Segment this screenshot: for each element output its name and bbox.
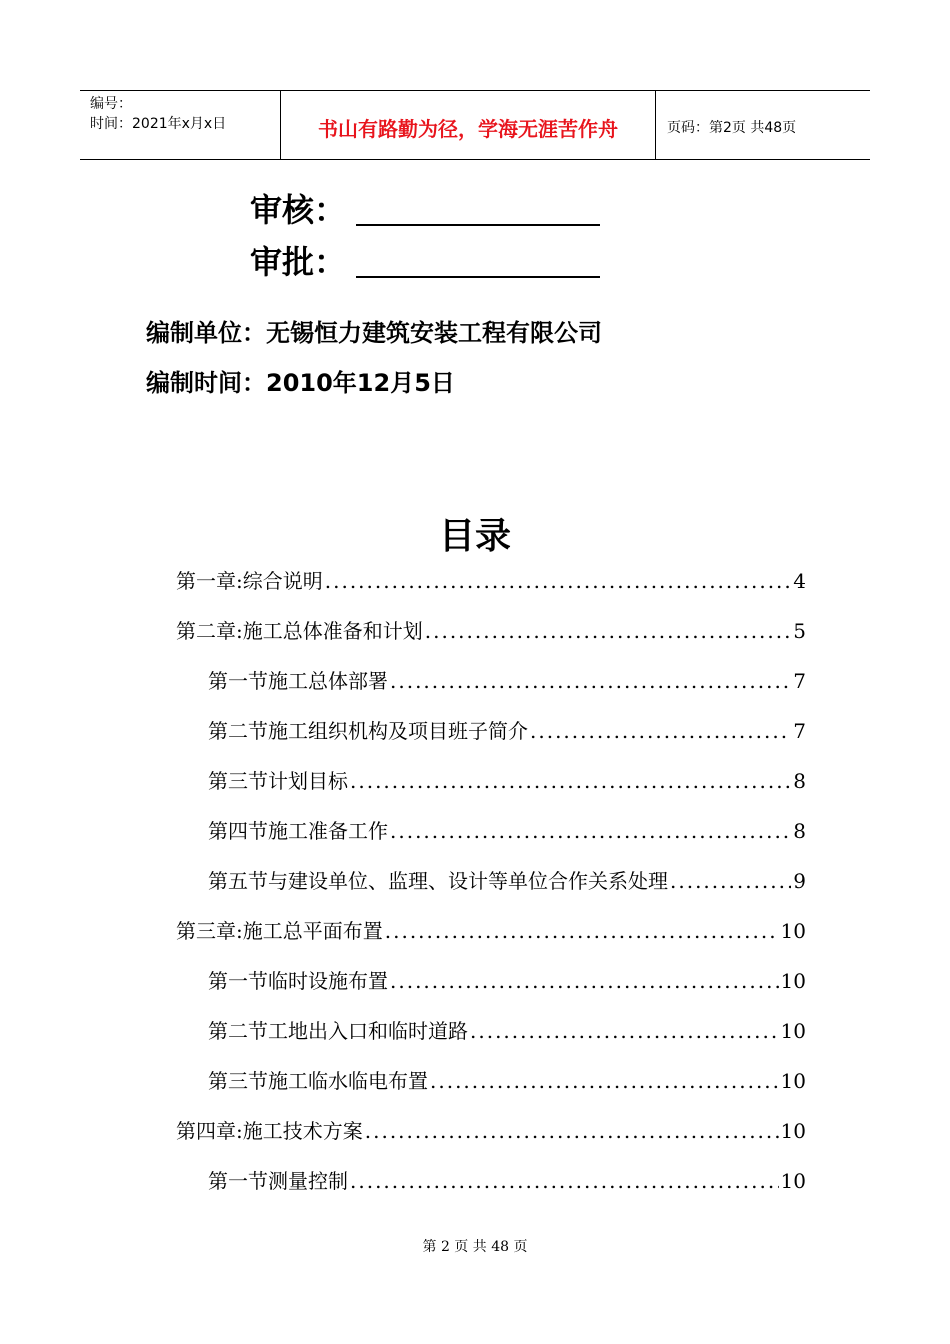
toc-item[interactable] xyxy=(208,1066,806,1096)
toc-item[interactable] xyxy=(208,966,806,996)
toc-item-page: 5 xyxy=(793,619,806,643)
toc-item-page: 7 xyxy=(793,719,806,743)
toc-item-label: 第二节工地出入口和临时道路 xyxy=(208,1019,468,1043)
toc-item-page: 10 xyxy=(780,1019,806,1043)
toc-item[interactable] xyxy=(176,1116,806,1146)
toc-item[interactable] xyxy=(208,766,806,796)
toc-item-label: 第三节施工临水临电布置 xyxy=(208,1069,428,1093)
toc-item[interactable] xyxy=(176,616,806,646)
toc-item-label: 第二节施工组织机构及项目班子简介 xyxy=(208,719,528,743)
toc-item-label: 第一章:综合说明 xyxy=(176,569,323,593)
toc-item[interactable] xyxy=(208,1166,806,1196)
compile-unit: 编制单位：无锡恒力建筑安装工程有限公司 xyxy=(146,319,602,347)
toc-title: 目录 xyxy=(438,516,511,557)
toc-item[interactable] xyxy=(208,1016,806,1046)
toc-item-page: 10 xyxy=(780,969,806,993)
toc-item[interactable] xyxy=(208,716,806,746)
toc-item-label: 第四章:施工技术方案 xyxy=(176,1119,363,1143)
toc-leader xyxy=(430,1066,779,1096)
header-page-info: 页码：第2页 共48页 xyxy=(667,120,797,136)
toc-leader xyxy=(390,816,791,846)
toc-item-page: 4 xyxy=(793,569,806,593)
toc-item-page: 8 xyxy=(793,819,806,843)
toc-leader xyxy=(425,616,792,646)
toc-item-page: 8 xyxy=(793,769,806,793)
page-footer: 第 2 页 共 48 页 xyxy=(422,1239,528,1255)
toc-leader xyxy=(530,716,791,746)
toc-leader xyxy=(325,566,792,596)
toc-leader xyxy=(350,766,791,796)
toc-leader xyxy=(390,966,779,996)
toc-item-page: 10 xyxy=(780,1069,806,1093)
toc-leader xyxy=(470,1016,779,1046)
toc-leader xyxy=(350,1166,779,1196)
toc-item-page: 7 xyxy=(793,669,806,693)
toc-item-label: 第二章:施工总体准备和计划 xyxy=(176,619,423,643)
toc-leader xyxy=(390,666,791,696)
toc-item-label: 第三节计划目标 xyxy=(208,769,348,793)
number-label: 编号： xyxy=(90,96,132,112)
toc-item[interactable] xyxy=(208,816,806,846)
toc-item-label: 第四节施工准备工作 xyxy=(208,819,388,843)
toc-item[interactable] xyxy=(176,566,806,596)
date-label: 时间：2021年x月x日 xyxy=(90,116,227,132)
toc-item-label: 第一节临时设施布置 xyxy=(208,969,388,993)
compile-date: 编制时间：2010年12月5日 xyxy=(146,369,455,397)
toc-item-page: 9 xyxy=(793,869,806,893)
toc-item-page: 10 xyxy=(780,1169,806,1193)
toc-item[interactable] xyxy=(208,666,806,696)
toc-item-label: 第一节测量控制 xyxy=(208,1169,348,1193)
toc-item-page: 10 xyxy=(780,1119,806,1143)
header-motto: 书山有路勤为径，学海无涯苦作舟 xyxy=(318,117,618,141)
toc-item-label: 第五节与建设单位、监理、设计等单位合作关系处理 xyxy=(208,869,668,893)
toc-item-page: 10 xyxy=(780,919,806,943)
toc-leader xyxy=(365,1116,779,1146)
approve-label: 审批： xyxy=(250,243,347,281)
toc-leader xyxy=(670,866,791,896)
toc-item-label: 第三章:施工总平面布置 xyxy=(176,919,383,943)
toc-item-label: 第一节施工总体部署 xyxy=(208,669,388,693)
review-label: 审核： xyxy=(250,191,347,229)
toc-leader xyxy=(385,916,779,946)
toc-item[interactable] xyxy=(208,866,806,896)
toc-item[interactable] xyxy=(176,916,806,946)
